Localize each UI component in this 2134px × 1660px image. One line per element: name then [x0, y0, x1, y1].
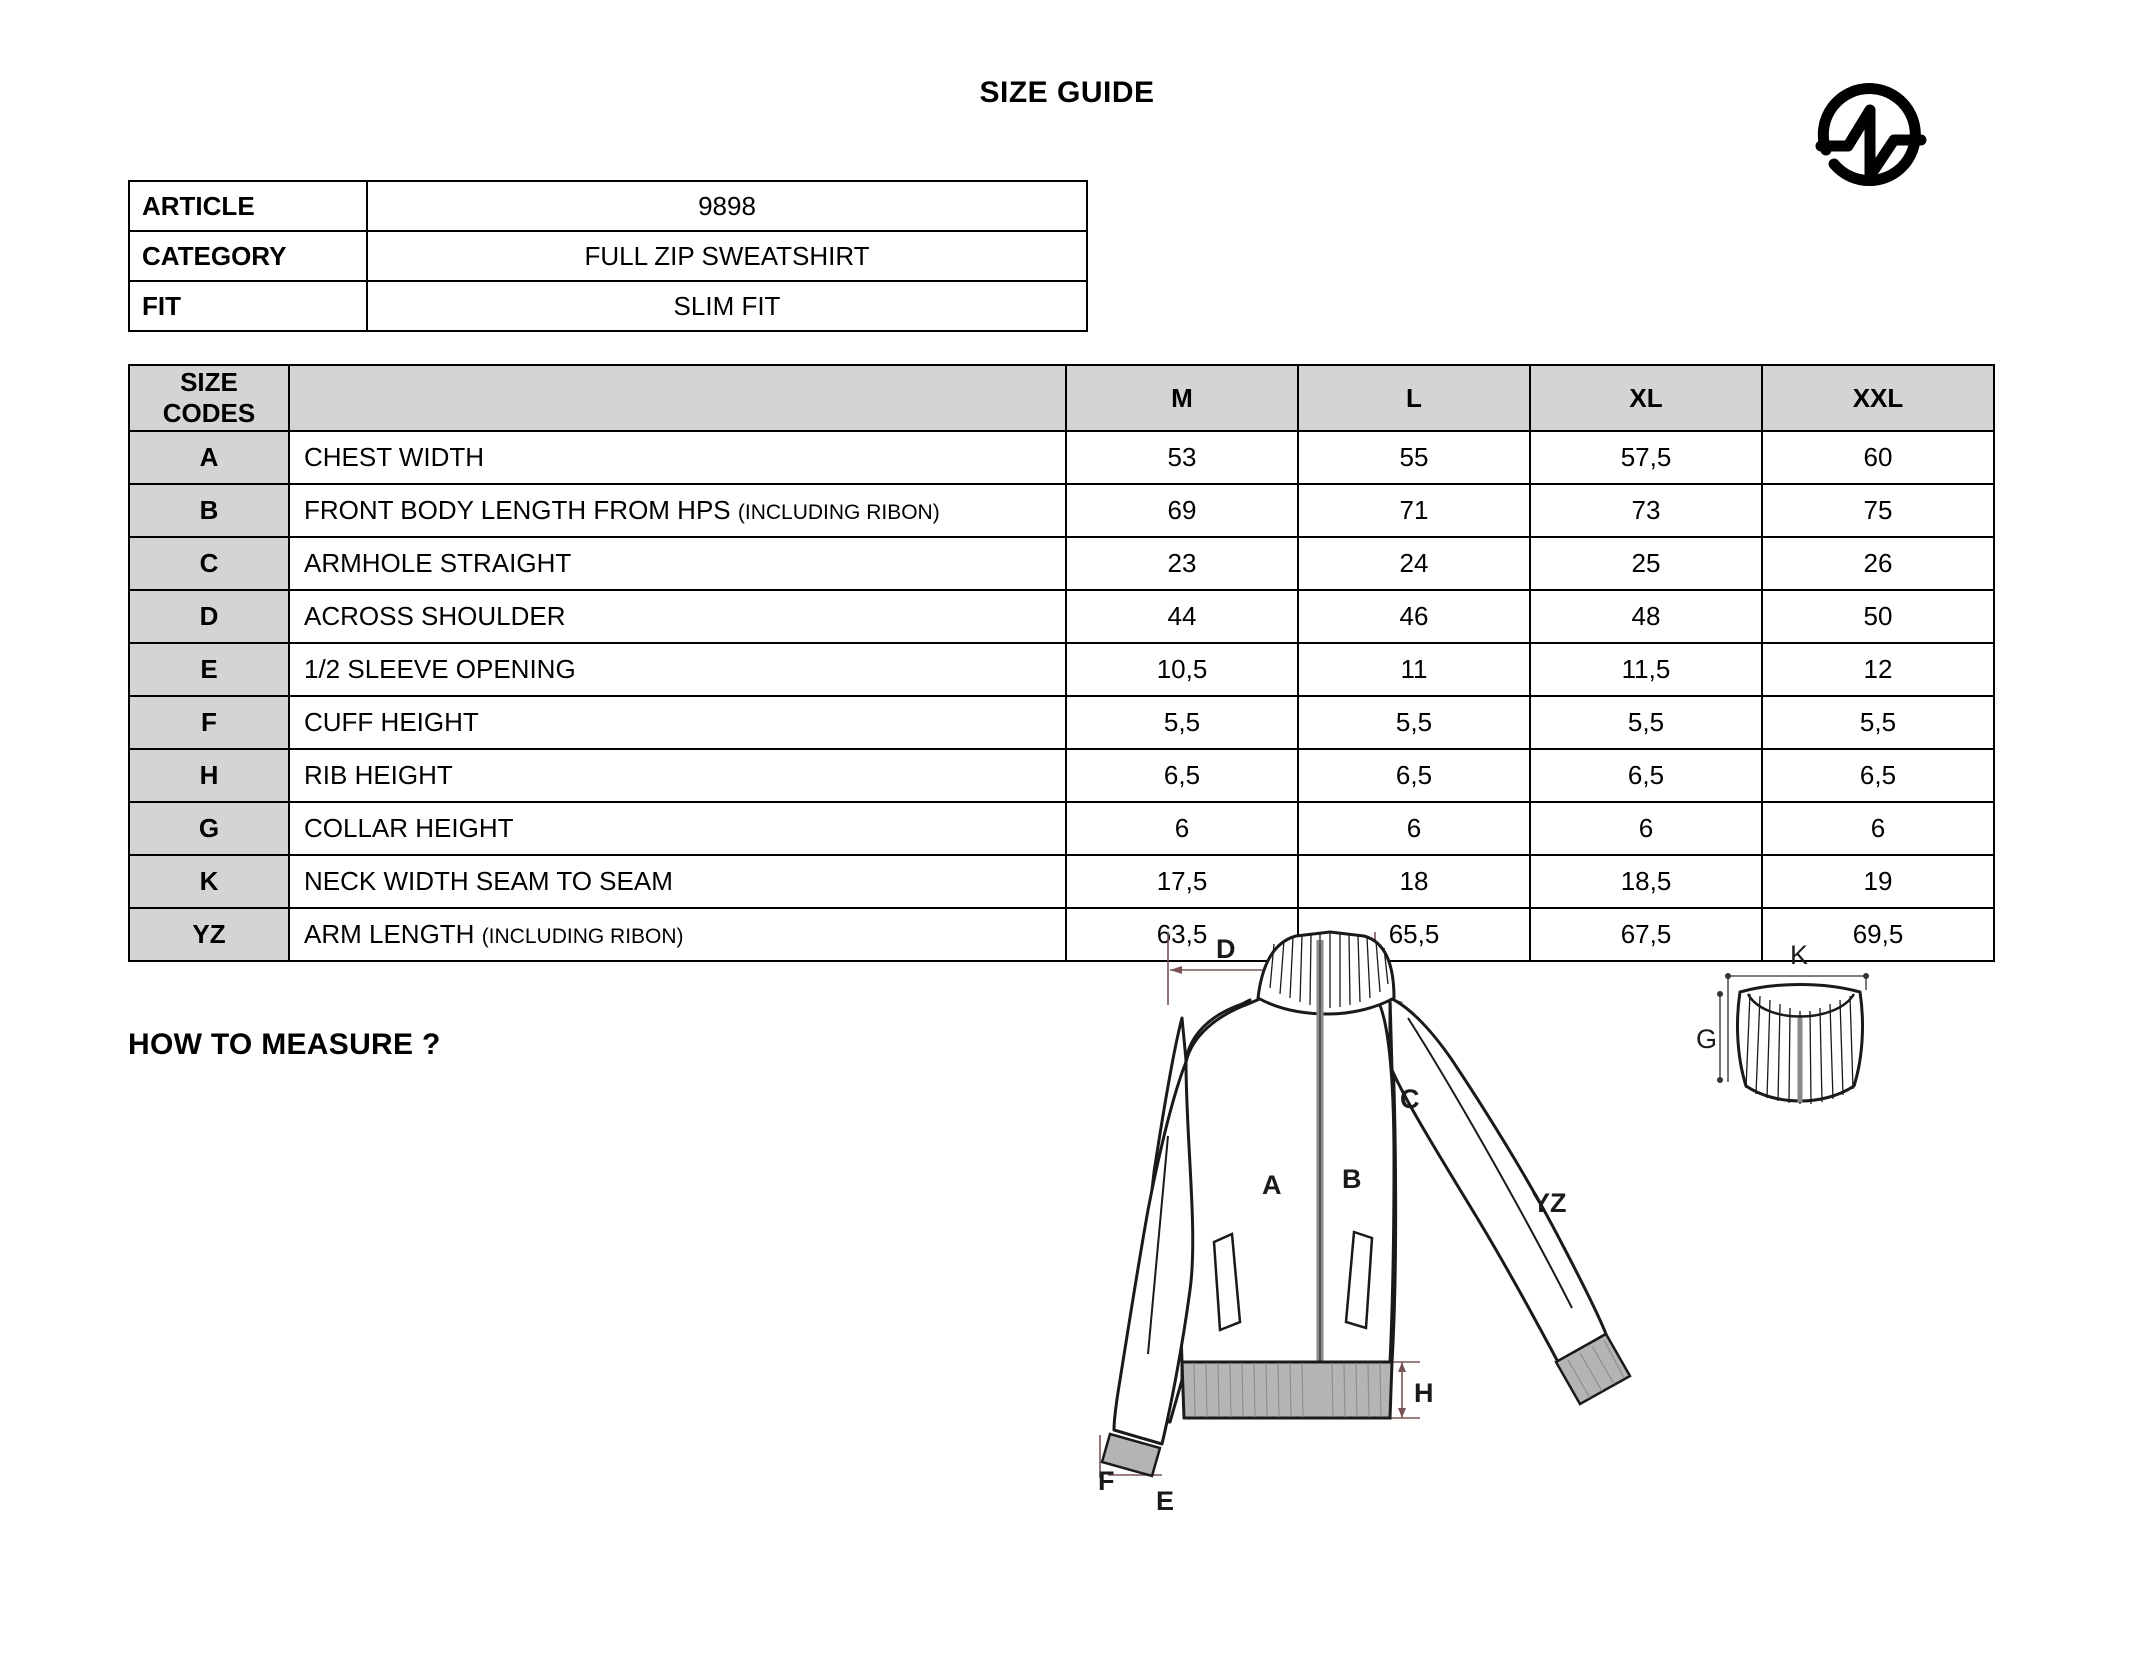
header-size-xxl: XXL: [1762, 365, 1994, 431]
measurement-value-l: 5,5: [1298, 696, 1530, 749]
measurement-value-xxl: 19: [1762, 855, 1994, 908]
measurement-value-m: 44: [1066, 590, 1298, 643]
measurement-value-xl: 48: [1530, 590, 1762, 643]
measurement-code: G: [129, 802, 289, 855]
table-row: [129, 281, 1087, 331]
measurement-value-xl: 25: [1530, 537, 1762, 590]
measurement-description-main: ACROSS SHOULDER: [304, 601, 566, 631]
measurement-value-l: 65,5: [1298, 908, 1530, 961]
measurement-value-m: 5,5: [1066, 696, 1298, 749]
info-value-category: FULL ZIP SWEATSHIRT: [367, 231, 1087, 281]
brand-logo: [1808, 72, 1934, 198]
measurement-value-l: 6: [1298, 802, 1530, 855]
measurement-value-xl: 6,5: [1530, 749, 1762, 802]
table-row: [129, 590, 1994, 643]
measurement-value-m: 10,5: [1066, 643, 1298, 696]
measurement-value-xxl: 12: [1762, 643, 1994, 696]
measurement-code: A: [129, 431, 289, 484]
measurement-value-l: 46: [1298, 590, 1530, 643]
info-label-category: CATEGORY: [129, 231, 367, 281]
measurement-description: [289, 431, 1066, 484]
measurement-value-l: 71: [1298, 484, 1530, 537]
measurement-value-xl: 5,5: [1530, 696, 1762, 749]
measurement-description-main: ARM LENGTH: [304, 919, 482, 949]
measurement-value-m: 63,5: [1066, 908, 1298, 961]
measurement-value-l: 11: [1298, 643, 1530, 696]
circle-wave-logo-icon: [1808, 72, 1934, 198]
table-row: [129, 484, 1994, 537]
jacket-right-sleeve: [1390, 998, 1606, 1362]
measurement-value-m: 69: [1066, 484, 1298, 537]
table-row: [129, 431, 1994, 484]
page-title: SIZE GUIDE: [979, 76, 1155, 109]
info-label-article: ARTICLE: [129, 181, 367, 231]
info-value-article: 9898: [367, 181, 1087, 231]
header-size-xl: XL: [1530, 365, 1762, 431]
measurement-description-main: CUFF HEIGHT: [304, 707, 479, 737]
table-row: [129, 749, 1994, 802]
label-chest-width: A: [1262, 1170, 1282, 1200]
table-row: [129, 643, 1994, 696]
header-size-codes: SIZE CODES: [129, 365, 289, 431]
label-rib-height: H: [1414, 1378, 1434, 1408]
measurement-description-note: (INCLUDING RIBON): [737, 501, 940, 524]
measurement-code: B: [129, 484, 289, 537]
measurement-description-main: CHEST WIDTH: [304, 442, 485, 472]
measurement-description: [289, 908, 1066, 961]
measurement-value-xxl: 60: [1762, 431, 1994, 484]
measurement-value-m: 53: [1066, 431, 1298, 484]
measurement-description-main: NECK WIDTH SEAM TO SEAM: [304, 866, 673, 896]
jacket-technical-drawing: [1090, 910, 2090, 1600]
table-row: [129, 181, 1087, 231]
label-across-shoulder: D: [1216, 934, 1236, 964]
info-label-fit: FIT: [129, 281, 367, 331]
measurement-description: [289, 590, 1066, 643]
measurement-description: [289, 643, 1066, 696]
info-value-fit: SLIM FIT: [367, 281, 1087, 331]
measurement-description: [289, 696, 1066, 749]
measurement-value-l: 18: [1298, 855, 1530, 908]
table-row: [129, 855, 1994, 908]
measurement-value-xl: 67,5: [1530, 908, 1762, 961]
measurement-table: [128, 364, 1995, 962]
label-cuff-height: F: [1098, 1466, 1115, 1496]
table-row: [129, 537, 1994, 590]
label-armhole: C: [1400, 1084, 1420, 1114]
measurement-value-m: 6: [1066, 802, 1298, 855]
label-sleeve-opening: E: [1156, 1486, 1175, 1516]
label-front-body-length: B: [1342, 1164, 1362, 1194]
measurement-code: E: [129, 643, 289, 696]
measurement-value-m: 6,5: [1066, 749, 1298, 802]
measurement-description-main: ARMHOLE STRAIGHT: [304, 548, 572, 578]
jacket-collar: [1258, 932, 1394, 1014]
measurement-value-xxl: 69,5: [1762, 908, 1994, 961]
measurement-description: [289, 749, 1066, 802]
measurement-value-xl: 73: [1530, 484, 1762, 537]
jacket-hem-rib: [1182, 1362, 1392, 1418]
measurement-table-body: [129, 431, 1994, 961]
measurement-description-main: RIB HEIGHT: [304, 760, 453, 790]
measurement-value-m: 17,5: [1066, 855, 1298, 908]
collar-detail-drawing: [1696, 940, 1869, 1104]
measurement-value-xl: 18,5: [1530, 855, 1762, 908]
header-size-m: M: [1066, 365, 1298, 431]
measurement-description-main: FRONT BODY LENGTH FROM HPS: [304, 495, 738, 525]
table-row: [129, 802, 1994, 855]
measurement-value-xxl: 6: [1762, 802, 1994, 855]
measurement-value-xl: 57,5: [1530, 431, 1762, 484]
measurement-value-m: 23: [1066, 537, 1298, 590]
header-description: [289, 365, 1066, 431]
measurement-description: [289, 855, 1066, 908]
measurement-code: C: [129, 537, 289, 590]
measurement-description-main: 1/2 SLEEVE OPENING: [304, 654, 576, 684]
table-row: [129, 231, 1087, 281]
measurement-description-main: COLLAR HEIGHT: [304, 813, 514, 843]
measurement-illustration: [1090, 910, 2090, 1600]
measurement-value-l: 24: [1298, 537, 1530, 590]
article-info-table: [128, 180, 1088, 332]
table-header-row: [129, 365, 1994, 431]
measurement-description: [289, 537, 1066, 590]
measurement-description-note: (INCLUDING RIBON): [481, 925, 684, 948]
label-collar-height: G: [1696, 1024, 1718, 1054]
how-to-measure-heading: HOW TO MEASURE ?: [128, 1028, 441, 1061]
measurement-code: H: [129, 749, 289, 802]
measurement-description: [289, 484, 1066, 537]
measurement-value-xxl: 5,5: [1762, 696, 1994, 749]
measurement-description: [289, 802, 1066, 855]
measurement-value-xl: 11,5: [1530, 643, 1762, 696]
label-neck-width: K: [1790, 940, 1809, 970]
measurement-value-xl: 6: [1530, 802, 1762, 855]
measurement-code: F: [129, 696, 289, 749]
measurement-value-l: 55: [1298, 431, 1530, 484]
label-arm-length: YZ: [1532, 1188, 1567, 1218]
measurement-code: K: [129, 855, 289, 908]
measurement-code: D: [129, 590, 289, 643]
measurement-value-xxl: 50: [1762, 590, 1994, 643]
header-size-l: L: [1298, 365, 1530, 431]
table-row: [129, 696, 1994, 749]
measurement-value-xxl: 6,5: [1762, 749, 1994, 802]
measurement-code: YZ: [129, 908, 289, 961]
measurement-value-l: 6,5: [1298, 749, 1530, 802]
measurement-value-xxl: 26: [1762, 537, 1994, 590]
measurement-value-xxl: 75: [1762, 484, 1994, 537]
